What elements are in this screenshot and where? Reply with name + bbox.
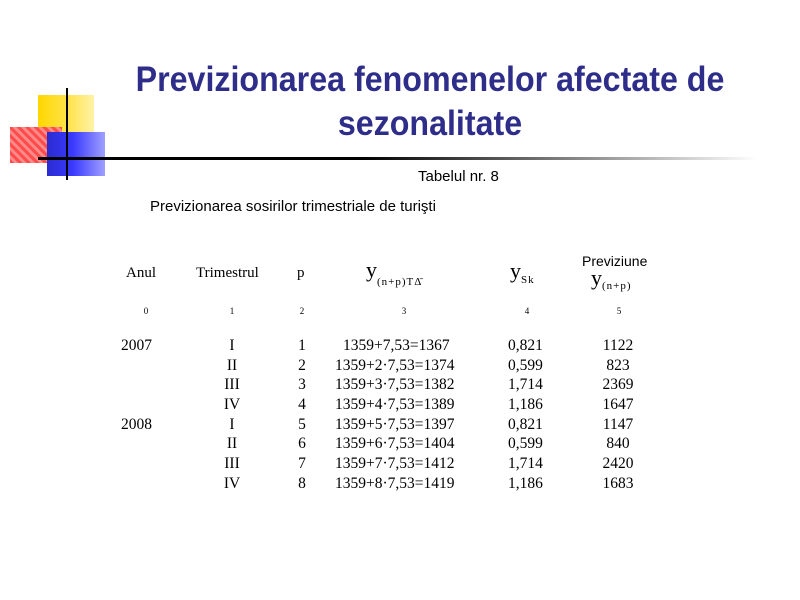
cell-trend: 1359+5·7,53=1397 — [335, 415, 455, 433]
decor-vertical-line — [66, 88, 68, 180]
cell-trend: 1359+6·7,53=1404 — [335, 435, 455, 453]
header-trend-subscript: (n+p)TΔ̄ — [377, 276, 423, 288]
column-trend — [335, 336, 455, 494]
cell-trimestru: III — [224, 455, 240, 473]
cell-trimestru: III — [224, 376, 240, 394]
cell-previziune: 840 — [606, 435, 630, 453]
column-number-4: 4 — [524, 306, 530, 316]
cell-an — [121, 474, 152, 494]
column-anul — [121, 336, 152, 494]
cell-p: 5 — [298, 415, 306, 433]
cell-previziune: 1147 — [602, 415, 634, 433]
header-sk — [510, 258, 535, 286]
cell-p: 2 — [298, 356, 306, 374]
cell-previziune: 2369 — [602, 376, 634, 394]
cell-trimestru: IV — [223, 474, 241, 492]
cell-trend: 1359+8·7,53=1419 — [335, 474, 455, 492]
cell-trimestru: II — [226, 435, 238, 453]
cell-trimestru: I — [229, 415, 235, 433]
column-previziune — [588, 336, 648, 494]
cell-an — [121, 454, 152, 474]
column-number-3: 3 — [401, 306, 407, 316]
slide-title: Previzionarea fenomenelor afectate de sezonalitate — [135, 60, 725, 143]
table-number: Tabelul nr. 8 — [418, 168, 499, 185]
cell-trimestru: IV — [223, 396, 241, 414]
cell-an — [121, 375, 152, 395]
cell-sk: 1,186 — [508, 474, 543, 492]
title-underline — [38, 157, 758, 160]
cell-trend: 1359+7,53=1367 — [343, 337, 450, 354]
header-previziune-symbol: y — [591, 265, 602, 290]
header-previziune — [582, 253, 647, 292]
header-previziune-subscript: (n+p) — [602, 280, 632, 292]
cell-sk: 0,599 — [508, 356, 543, 374]
cell-p: 7 — [298, 455, 306, 473]
cell-previziune: 1122 — [602, 337, 634, 354]
cell-p: 4 — [298, 396, 306, 414]
column-sk — [508, 336, 543, 494]
header-trend — [366, 257, 422, 288]
column-number-1: 1 — [229, 306, 235, 316]
cell-trend: 1359+2·7,53=1374 — [335, 356, 455, 374]
column-p — [293, 336, 311, 494]
cell-previziune: 1683 — [602, 474, 634, 492]
cell-sk: 1,714 — [508, 376, 543, 394]
cell-trend: 1359+3·7,53=1382 — [335, 376, 455, 394]
header-p: p — [297, 265, 305, 281]
column-trimestrul — [212, 336, 252, 494]
column-number-2: 2 — [299, 306, 305, 316]
cell-sk: 1,714 — [508, 455, 543, 473]
header-trend-symbol: y — [366, 257, 377, 282]
cell-p: 3 — [298, 376, 306, 394]
cell-trend: 1359+7·7,53=1412 — [335, 455, 455, 473]
column-number-0: 0 — [143, 306, 149, 316]
cell-an — [121, 395, 152, 415]
cell-trimestru: I — [229, 337, 235, 354]
cell-an — [121, 356, 152, 376]
cell-p: 6 — [298, 435, 306, 453]
cell-trimestru: II — [226, 356, 238, 374]
header-previziune-formula — [582, 265, 647, 292]
cell-p: 8 — [298, 474, 306, 492]
cell-p: 1 — [298, 337, 306, 354]
cell-sk: 1,186 — [508, 396, 543, 414]
column-number-5: 5 — [616, 306, 622, 316]
header-anul: Anul — [126, 265, 156, 281]
cell-previziune: 2420 — [602, 455, 634, 473]
cell-sk: 0,599 — [508, 435, 543, 453]
header-sk-symbol: y — [510, 258, 521, 283]
cell-previziune: 1647 — [602, 396, 634, 414]
cell-an: 2008 — [121, 415, 152, 433]
cell-an: 2007 — [121, 337, 152, 354]
table-caption: Previzionarea sosirilor trimestriale de turişti — [150, 198, 436, 215]
cell-sk: 0,821 — [508, 415, 543, 433]
header-trimestrul: Trimestrul — [196, 265, 259, 281]
header-sk-subscript: Sk — [521, 274, 535, 286]
header-previziune-label: Previziune — [582, 253, 648, 269]
cell-sk: 0,821 — [508, 337, 543, 354]
decor-blue-square — [47, 132, 105, 176]
cell-an — [121, 434, 152, 454]
cell-trend: 1359+4·7,53=1389 — [335, 396, 455, 414]
cell-previziune: 823 — [606, 356, 630, 374]
